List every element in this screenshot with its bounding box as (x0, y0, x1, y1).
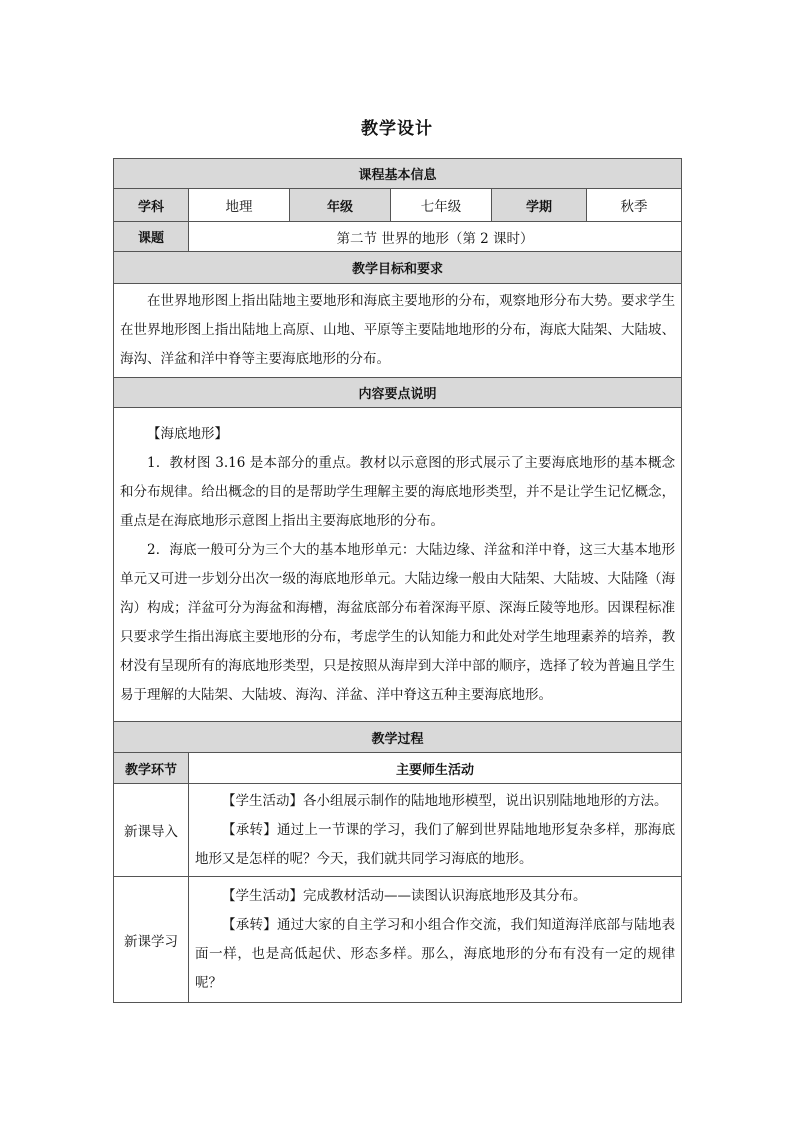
stage-new-learning: 新课学习 (114, 877, 189, 1003)
stage-intro: 新课导入 (114, 784, 189, 877)
content-paragraph-2: 2．海底一般可分为三个大的基本地形单元：大陆边缘、洋盆和洋中脊，这三大基本地形单元又可进一步划分出次一级的海底地形单元。大陆边缘一般由大陆架、大陆坡、大陆隆（海沟）构成；洋盆可分为海盆和海槽，海盆底部分布着深海平原、深海丘陵等地形。因课程标准只要求学生指出海底主要地形的分布，考虑学生的认知能力和此处对学生地理素养的培养，教材没有呈现所有的海底地形类型，只是按照从海岸到大洋中部的顺序，选择了较为普遍且学生易于理解的大陆架、大陆坡、海沟、洋盆、洋中脊这五种主要海底地形。 (120, 541, 676, 703)
content-header: 内容要点说明 (114, 378, 682, 408)
goals-header: 教学目标和要求 (114, 252, 682, 284)
lesson-plan-table (113, 158, 682, 1003)
process-col-activity: 主要师生活动 (189, 753, 682, 784)
basic-info-header: 课程基本信息 (114, 159, 682, 189)
term-value: 秋季 (587, 189, 682, 222)
goals-text: 在世界地形图上指出陆地主要地形和海底主要地形的分布，观察地形分布大势。要求学生在世界地形图上指出陆地上高原、山地、平原等主要陆地地形的分布，海底大陆架、大陆坡、海沟、洋盆和洋中脊等主要海底地形的分布。 (120, 293, 676, 367)
stage-intro-activity-1: 【学生活动】各小组展示制作的陆地地形模型，说出识别陆地地形的方法。 (222, 792, 668, 809)
stage-new-learning-activity-2: 【承转】通过大家的自主学习和小组合作交流，我们知道海洋底部与陆地表面一样，也是高低起伏、形态多样。那么，海底地形的分布有没有一定的规律呢？ (195, 916, 676, 991)
grade-label: 年级 (290, 189, 391, 222)
stage-intro-activity-2: 【承转】通过上一节课的学习，我们了解到世界陆地地形复杂多样，那海底地形又是怎样的呢？今天，我们就共同学习海底的地形。 (195, 821, 676, 867)
topic-value: 第二节 世界的地形（第 2 课时） (189, 222, 682, 252)
stage-new-learning-activity-1: 【学生活动】完成教材活动——读图认识海底地形及其分布。 (222, 887, 587, 904)
subject-value: 地理 (189, 189, 290, 222)
topic-label: 课题 (114, 222, 189, 252)
page-title: 教学设计 (361, 119, 433, 139)
content-paragraph-1: 1．教材图 3.16 是本部分的重点。教材以示意图的形式展示了主要海底地形的基本概念和分布规律。给出概念的目的是帮助学生理解主要的海底地形类型，并不是让学生记忆概念，重点是在海底地形示意图上指出主要海底地形的分布。 (120, 454, 676, 529)
process-header: 教学过程 (114, 722, 682, 753)
content-section-title: 【海底地形】 (147, 425, 228, 442)
grade-value: 七年级 (391, 189, 492, 222)
term-label: 学期 (492, 189, 587, 222)
process-col-stage: 教学环节 (114, 753, 189, 784)
subject-label: 学科 (114, 189, 189, 222)
